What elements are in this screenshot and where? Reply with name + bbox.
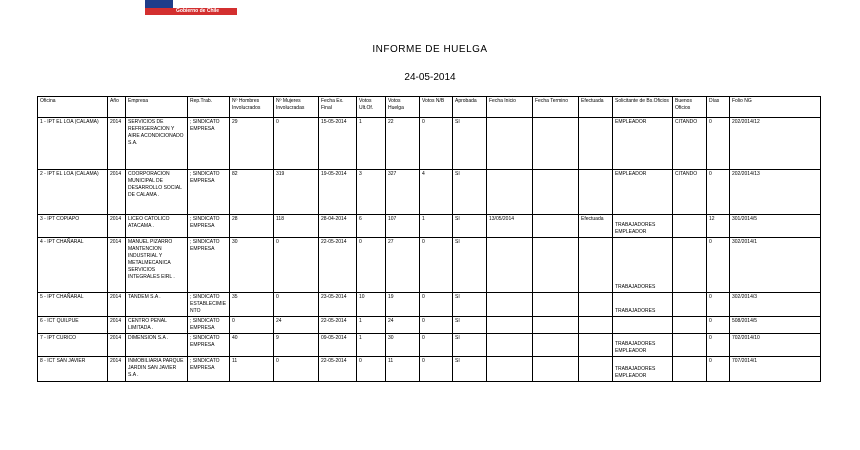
table-row xyxy=(38,357,821,382)
table-cell: 2014 xyxy=(108,238,126,293)
table-cell xyxy=(487,357,533,382)
table-cell: 2014 xyxy=(108,334,126,357)
column-header: Oficina xyxy=(38,97,108,118)
table-body xyxy=(38,118,821,382)
table-cell xyxy=(487,334,533,357)
table-cell: CITANDO xyxy=(673,170,707,215)
table-cell: 508/2014/5 xyxy=(730,317,821,334)
table-cell xyxy=(673,215,707,238)
table-cell: 3 xyxy=(357,170,386,215)
table-cell: 28 xyxy=(230,215,274,238)
table-cell: 30 xyxy=(230,238,274,293)
report-title: INFORME DE HUELGA xyxy=(372,44,488,55)
table-cell: 19 xyxy=(386,293,420,317)
table-cell: SI xyxy=(453,238,487,293)
table-cell: EMPLEADOR xyxy=(613,118,673,170)
table-cell xyxy=(533,215,579,238)
table-cell: ; SINDICATO EMPRESA xyxy=(188,357,230,382)
report-date: 24-05-2014 xyxy=(404,72,456,83)
table-cell: 202/2014/12 xyxy=(730,118,821,170)
table-cell: 1 xyxy=(357,334,386,357)
column-header: Año xyxy=(108,97,126,118)
table-cell xyxy=(579,334,613,357)
table-cell: 2014 xyxy=(108,215,126,238)
table-cell: 27 xyxy=(386,238,420,293)
table-cell: ; SINDICATO EMPRESA xyxy=(188,215,230,238)
table-cell: SI xyxy=(453,170,487,215)
table-cell: 107 xyxy=(386,215,420,238)
table-cell: 2014 xyxy=(108,317,126,334)
table-cell xyxy=(533,293,579,317)
table-cell: 2014 xyxy=(108,118,126,170)
column-header: Efectuada xyxy=(579,97,613,118)
table-cell: 15-05-2014 xyxy=(319,118,357,170)
table-cell: 22 xyxy=(386,118,420,170)
table-cell: 0 xyxy=(420,334,453,357)
table-cell: 0 xyxy=(274,238,319,293)
gobierno-logo xyxy=(145,0,237,15)
table-cell: 707/2014/1 xyxy=(730,357,821,382)
table-cell xyxy=(487,293,533,317)
table-cell xyxy=(579,317,613,334)
table-cell: MANUEL PIZARRO MANTENCION INDUSTRIAL Y METALMECANICA SERVICIOS INTEGRALES EIRL . xyxy=(126,238,188,293)
table-cell: 1 xyxy=(420,215,453,238)
table-cell: 10 xyxy=(357,293,386,317)
table-cell: SI xyxy=(453,215,487,238)
table-cell: 1 xyxy=(357,317,386,334)
table-cell xyxy=(533,238,579,293)
column-header: Votos Ult.Of. xyxy=(357,97,386,118)
table-cell: 19-05-2014 xyxy=(319,170,357,215)
table-cell: 0 xyxy=(274,118,319,170)
table-cell: ; SINDICATO ESTABLECIMIENTO xyxy=(188,293,230,317)
table-cell xyxy=(579,238,613,293)
table-cell: 22-05-2014 xyxy=(319,238,357,293)
table-cell: 0 xyxy=(420,118,453,170)
table-cell: 4 xyxy=(420,170,453,215)
column-header: Folio NG xyxy=(730,97,821,118)
table-row xyxy=(38,293,821,317)
table-cell: TANDEM S.A . xyxy=(126,293,188,317)
table-cell: TRABAJADORES EMPLEADOR xyxy=(613,334,673,357)
table-cell xyxy=(533,357,579,382)
table-row xyxy=(38,238,821,293)
column-header: Nº Mujeres Involucradas xyxy=(274,97,319,118)
table-cell: 82 xyxy=(230,170,274,215)
table-cell: 0 xyxy=(707,334,730,357)
column-header: Fecha Termino xyxy=(533,97,579,118)
table-cell: TRABAJADORES xyxy=(613,238,673,293)
table-cell: EMPLEADOR xyxy=(613,170,673,215)
table-row xyxy=(38,215,821,238)
column-header: Empresa xyxy=(126,97,188,118)
table-cell: SI xyxy=(453,317,487,334)
table-cell xyxy=(673,317,707,334)
table-cell: ; SINDICATO EMPRESA xyxy=(188,238,230,293)
table-cell: 0 xyxy=(707,293,730,317)
column-header: Fecha Inicio xyxy=(487,97,533,118)
table-cell: 0 xyxy=(707,118,730,170)
table-cell xyxy=(487,317,533,334)
table-row xyxy=(38,118,821,170)
table-cell: 29 xyxy=(230,118,274,170)
table-cell: 5 - IPT CHAÑARAL xyxy=(38,293,108,317)
table-cell: 0 xyxy=(357,357,386,382)
table-cell: 1 xyxy=(357,118,386,170)
table-header-row xyxy=(38,97,821,118)
table-cell: 40 xyxy=(230,334,274,357)
table-cell: 13/05/2014 xyxy=(487,215,533,238)
table-cell xyxy=(613,317,673,334)
table-cell: 24 xyxy=(274,317,319,334)
table-cell: DIMENSION S.A . xyxy=(126,334,188,357)
table-cell: 35 xyxy=(230,293,274,317)
table-cell: 6 - ICT QUILPUE xyxy=(38,317,108,334)
table-cell: 0 xyxy=(230,317,274,334)
table-cell: 0 xyxy=(274,293,319,317)
table-cell xyxy=(673,293,707,317)
table-cell: LICEO CATOLICO ATACAMA . xyxy=(126,215,188,238)
column-header: Solicitante de Bs.Oficios xyxy=(613,97,673,118)
table-cell: SERVICIOS DE REFRIGERACION Y AIRE ACONDICIONADO S.A. xyxy=(126,118,188,170)
table-cell: 1 - IPT EL LOA (CALAMA) xyxy=(38,118,108,170)
table-cell: 12 xyxy=(707,215,730,238)
table-cell xyxy=(673,334,707,357)
logo-blue-block xyxy=(145,0,173,8)
table-cell: 7 - IPT CURICO xyxy=(38,334,108,357)
column-header: Aprobada xyxy=(453,97,487,118)
table-cell: 0 xyxy=(274,357,319,382)
table-cell: 0 xyxy=(420,293,453,317)
table-cell: 8 - ICT SAN JAVIER xyxy=(38,357,108,382)
table-cell: 2014 xyxy=(108,170,126,215)
table-cell: 327 xyxy=(386,170,420,215)
table-cell: 22-05-2014 xyxy=(319,357,357,382)
table-cell: 2014 xyxy=(108,293,126,317)
table-cell: 302/2014/1 xyxy=(730,238,821,293)
column-header: Días xyxy=(707,97,730,118)
table-cell: SI xyxy=(453,334,487,357)
table-cell: 11 xyxy=(230,357,274,382)
table-cell: 30 xyxy=(386,334,420,357)
table-row xyxy=(38,170,821,215)
column-header: Buenos Oficios xyxy=(673,97,707,118)
table-cell: 11 xyxy=(386,357,420,382)
table-cell: 0 xyxy=(707,238,730,293)
table-cell: SI xyxy=(453,118,487,170)
table-cell: 2014 xyxy=(108,357,126,382)
table-cell: 23-05-2014 xyxy=(319,293,357,317)
table-cell xyxy=(673,238,707,293)
table-cell: SI xyxy=(453,357,487,382)
table-cell: ; SINDICATO EMPRESA xyxy=(188,334,230,357)
table-cell xyxy=(579,293,613,317)
table-cell xyxy=(579,357,613,382)
table-cell: 28-04-2014 xyxy=(319,215,357,238)
table-cell: TRABAJADORES EMPLEADOR xyxy=(613,215,673,238)
column-header: Votos Huelga xyxy=(386,97,420,118)
column-header: Rep.Trab. xyxy=(188,97,230,118)
table-cell: 2 - IPT EL LOA (CALAMA) xyxy=(38,170,108,215)
table-cell: INMOBILIARIA PARQUE JARDIN SAN JAVIER S.A . xyxy=(126,357,188,382)
table-cell: 702/2014/10 xyxy=(730,334,821,357)
table-cell: 9 xyxy=(274,334,319,357)
table-row xyxy=(38,334,821,357)
table-row xyxy=(38,317,821,334)
table-cell: CITANDO xyxy=(673,118,707,170)
table-cell xyxy=(673,357,707,382)
table-cell: 3 - IPT COPIAPO xyxy=(38,215,108,238)
table-cell xyxy=(533,334,579,357)
table-cell: 6 xyxy=(357,215,386,238)
table-cell: 0 xyxy=(707,357,730,382)
table-cell: 302/2014/3 xyxy=(730,293,821,317)
table-cell: 22-05-2014 xyxy=(319,317,357,334)
table-cell: 0 xyxy=(707,170,730,215)
table-cell: 319 xyxy=(274,170,319,215)
table-cell xyxy=(533,118,579,170)
table-cell: ; SINDICATO EMPRESA xyxy=(188,170,230,215)
table-cell: COORPORACION MUNICIPAL DE DESARROLLO SOCIAL DE CALAMA . xyxy=(126,170,188,215)
table-cell: 118 xyxy=(274,215,319,238)
table-cell: 0 xyxy=(707,317,730,334)
table-cell: TRABAJADORES EMPLEADOR xyxy=(613,357,673,382)
table-cell: 0 xyxy=(420,238,453,293)
table-cell: ; SINDICATO EMPRESA xyxy=(188,118,230,170)
table-cell xyxy=(487,238,533,293)
table-cell xyxy=(533,317,579,334)
column-header: Votos N/B xyxy=(420,97,453,118)
table-cell: ; SINDICATO EMPRESA xyxy=(188,317,230,334)
column-header: Nº Hombres Involucrados xyxy=(230,97,274,118)
strike-report-table xyxy=(37,96,821,382)
table-cell xyxy=(487,118,533,170)
table-cell xyxy=(579,170,613,215)
table-cell xyxy=(533,170,579,215)
table-cell: 24 xyxy=(386,317,420,334)
table-cell xyxy=(579,118,613,170)
table-cell: TRABAJADORES xyxy=(613,293,673,317)
table-cell: 202/2014/13 xyxy=(730,170,821,215)
table-cell: SI xyxy=(453,293,487,317)
table-cell: CENTRO PENAL LIMITADA . xyxy=(126,317,188,334)
table-cell xyxy=(487,170,533,215)
table-cell: 301/2014/5 xyxy=(730,215,821,238)
table-cell: Efectuada xyxy=(579,215,613,238)
table-cell: 0 xyxy=(420,357,453,382)
column-header: Fecha Ex. Final xyxy=(319,97,357,118)
logo-text: Gobierno de Chile xyxy=(176,8,220,14)
table-cell: 09-05-2014 xyxy=(319,334,357,357)
table-cell: 4 - IPT CHAÑARAL xyxy=(38,238,108,293)
table-cell: 0 xyxy=(420,317,453,334)
table-cell: 0 xyxy=(357,238,386,293)
